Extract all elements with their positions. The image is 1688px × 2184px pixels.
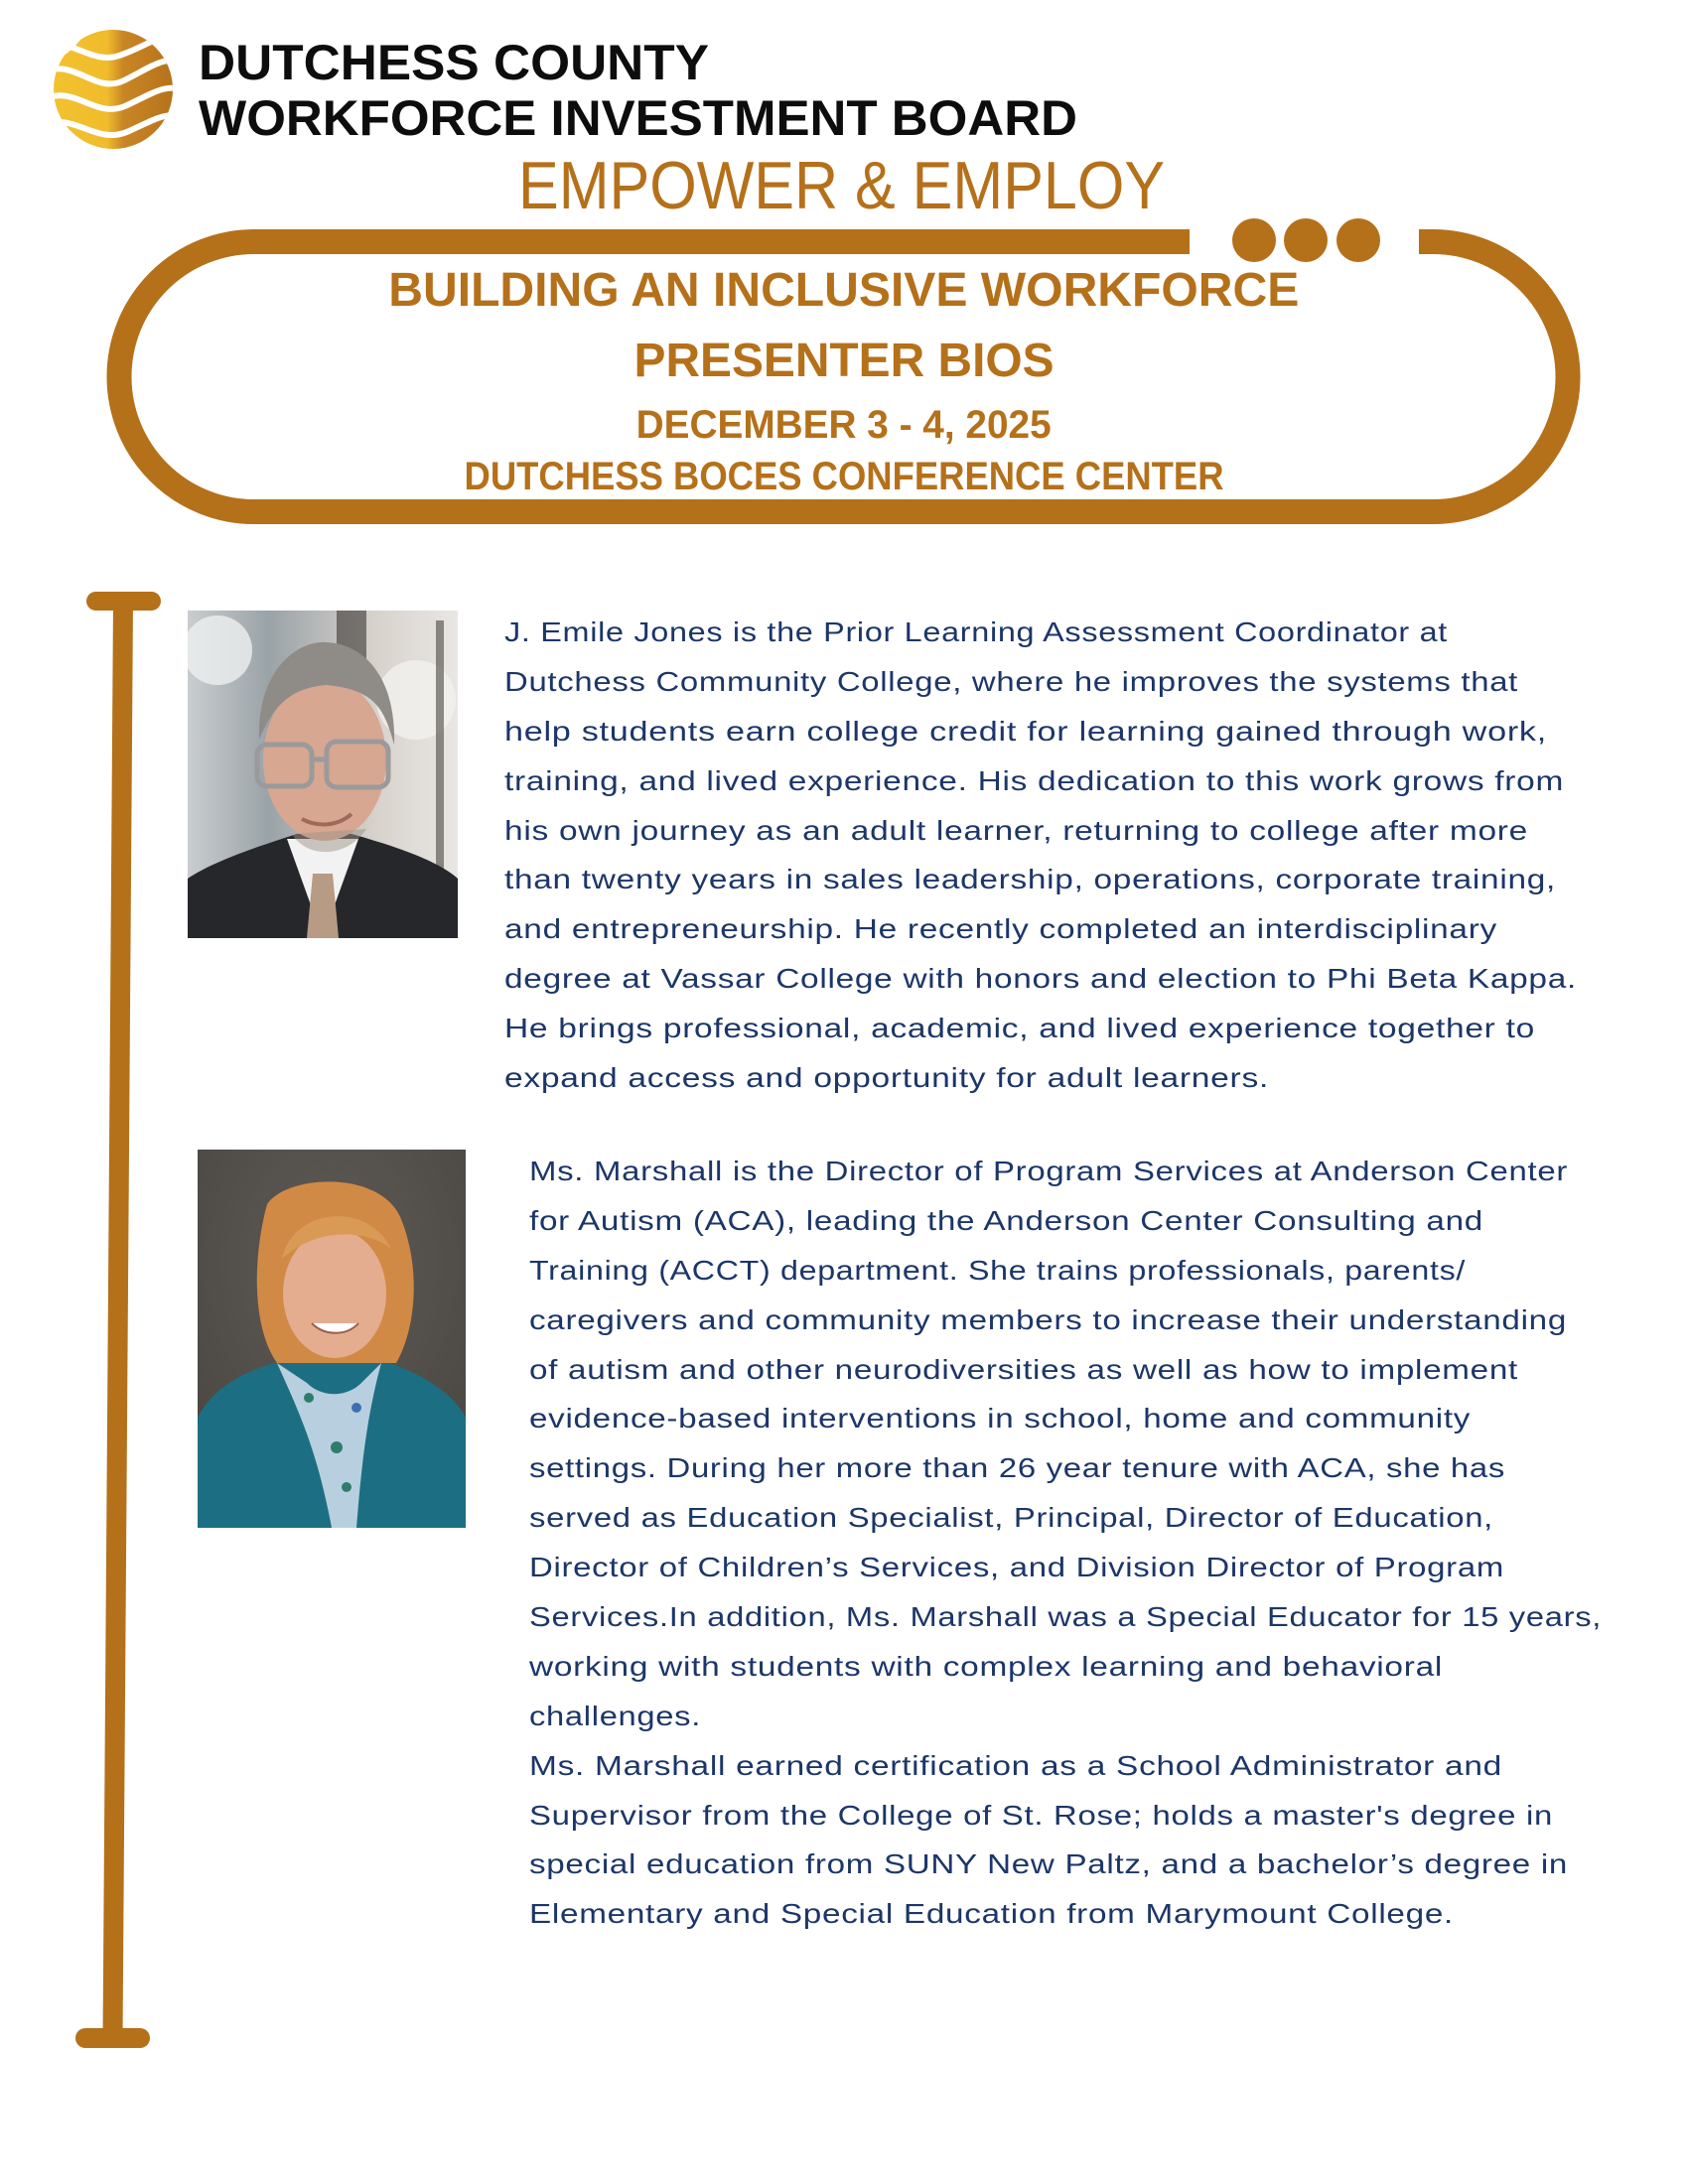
bio-line-text: help students earn college credit for learning gained through work, [504, 715, 1547, 747]
bio-line [529, 1692, 1448, 1741]
bio-line [529, 1296, 1567, 1345]
bio-line-text: Training (ACCT) department. She trains professionals, parents/ [529, 1254, 1467, 1286]
bio-line [529, 1592, 1603, 1642]
bio-line [504, 657, 1519, 707]
bio-line-text: Ms. Marshall earned certification as a School Administrator and [529, 1749, 1502, 1781]
bio-line-text: J. Emile Jones is the Prior Learning Assessment Coordinator at [504, 616, 1448, 647]
event-venue-text: DUTCHESS BOCES CONFERENCE CENTER [464, 455, 1224, 498]
org-name-line-1-text: DUTCHESS COUNTY [199, 35, 709, 90]
bio-line [504, 756, 1565, 806]
bio-line-text: challenges. [529, 1700, 701, 1731]
bio-line-text: his own journey as an adult learner, returning to college after more [504, 814, 1528, 846]
dot-1 [1232, 218, 1276, 262]
bio-line-text: degree at Vassar College with honors and election to Phi Beta Kappa. [504, 963, 1577, 995]
tagline [518, 148, 1238, 223]
bio-line [504, 806, 1528, 856]
bracket-vertical-bar [113, 601, 124, 2038]
bio-line [529, 1543, 1504, 1592]
bio-line [504, 855, 1556, 904]
event-date [0, 403, 1688, 447]
bio-line-text: settings. During her more than 26 year tenure with ACA, she has [529, 1452, 1505, 1484]
presenter-2-bio [529, 1147, 1603, 1939]
org-name-line-1 [199, 35, 709, 90]
bio-line-text: special education from SUNY New Paltz, and a bachelor’s degree in [529, 1848, 1569, 1880]
presenter-1-photo [188, 611, 458, 938]
bio-line-text: of autism and other neurodiversities as well as how to implement [529, 1353, 1518, 1385]
bio-line [529, 1196, 1484, 1246]
bio-line [529, 1246, 1467, 1296]
bio-line-text: and entrepreneurship. He recently completed an interdisciplinary [504, 913, 1497, 945]
bio-line [529, 1443, 1505, 1493]
bio-line-text: Supervisor from the College of St. Rose; holds a master's degree in [529, 1799, 1553, 1831]
bio-line-text: Director of Children’s Services, and Division Director of Program [529, 1552, 1504, 1583]
bio-line [504, 707, 1547, 756]
banner-subtitle [0, 336, 1688, 387]
bio-line [504, 1004, 1535, 1053]
bio-line [529, 1840, 1569, 1889]
bio-line [529, 1642, 1448, 1692]
dot-3 [1336, 218, 1380, 262]
org-name-line-2 [199, 90, 1078, 146]
bio-line-text: Services.In addition, Ms. Marshall was a Special Educator for 15 years, [529, 1601, 1603, 1633]
event-venue [0, 455, 1688, 498]
three-dots-icon [1232, 218, 1380, 262]
timeline-bracket [85, 601, 152, 2038]
banner-title [0, 265, 1688, 317]
dot-2 [1284, 218, 1328, 262]
tagline-text: EMPOWER & EMPLOY [518, 148, 1166, 223]
bio-line [504, 904, 1497, 954]
bio-line-text: training, and lived experience. His dedication to this work grows from [504, 764, 1565, 796]
bio-line [529, 1345, 1518, 1395]
bio-line-text: served as Education Specialist, Principal, Director of Education, [529, 1502, 1493, 1534]
banner-subtitle-text: PRESENTER BIOS [633, 335, 1055, 387]
bio-line-text: expand access and opportunity for adult learners. [504, 1062, 1269, 1094]
organization-logo-icon [50, 26, 177, 153]
bio-line [529, 1791, 1553, 1841]
bio-line [529, 1394, 1472, 1443]
bio-line-text: Elementary and Special Education from Marymount College. [529, 1898, 1455, 1930]
bio-line [529, 1147, 1569, 1196]
bio-line [529, 1493, 1493, 1543]
banner-title-text: BUILDING AN INCLUSIVE WORKFORCE [388, 264, 1300, 317]
bio-line [529, 1741, 1502, 1791]
bio-line-text: evidence-based interventions in school, home and community [529, 1403, 1472, 1434]
bio-line [504, 608, 1448, 657]
bio-line-text: than twenty years in sales leadership, operations, corporate training, [504, 864, 1556, 895]
bio-line-text: Ms. Marshall is the Director of Program Services at Anderson Center [529, 1156, 1569, 1186]
org-name-line-2-text: WORKFORCE INVESTMENT BOARD [199, 90, 1078, 146]
bio-line [504, 1053, 1404, 1103]
bio-line-text: caregivers and community members to increase their understanding [529, 1303, 1567, 1335]
presenter-2-photo [198, 1150, 466, 1528]
bio-line [529, 1889, 1455, 1939]
event-date-text: DECEMBER 3 - 4, 2025 [636, 403, 1052, 447]
presenter-1-bio [504, 608, 1577, 1103]
bio-line-text: working with students with complex learning and behavioral [529, 1650, 1444, 1682]
bio-line-text: for Autism (ACA), leading the Anderson Center Consulting and [529, 1204, 1484, 1236]
bio-line-text: Dutchess Community College, where he improves the systems that [504, 665, 1519, 697]
bio-line-text: He brings professional, academic, and lived experience together to [504, 1013, 1535, 1044]
bio-line [504, 954, 1577, 1004]
